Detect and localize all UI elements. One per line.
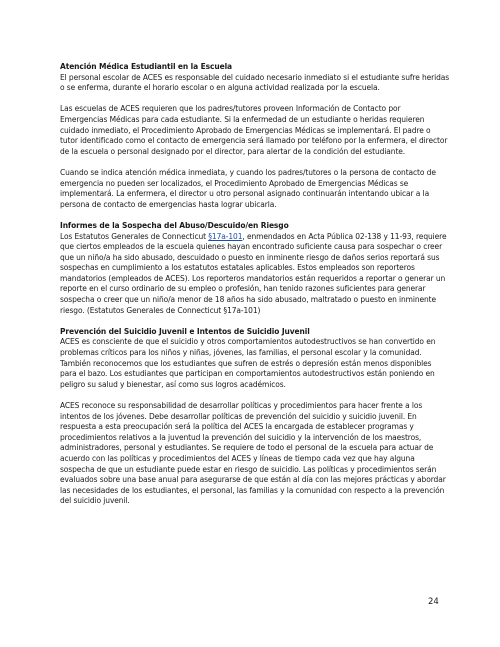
document-body [60,62,450,507]
paragraph-medical-care-3: Cuando se indica atención médica inmediata, y cuando los padres/tutores o la persona de contacto de emergencia no pueden ser localizados, el Procedimiento Aprobado de Emergencias Médicas se implementará. La enfermera, el director u otro personal asignado continuarán intentando ubicar a la persona de contacto de emergencias hasta lograr ubicarla. [60,167,436,209]
abuse-report-text-rest: , enmendados en Acta Pública 02-138 y 11-93, requiere que ciertos empleados de la escuela quienes hayan encontrado suficiente causa para sospechar o creer que un niño/a ha sido abusado, descuidado o puesto en inminente riesgo de daños serios reportará sus sospechas en cumplimiento a los estatutos estatales aplicables. Estos empleados son reporteros mandatorios (empleados de ACES). Los reporteros mandatorios están requeridos a reportar o generar un reporte en el curso ordinario de su empleo o profesión, han tenido razones suficientes para generar sospecha o creer que un niño/a menor de 18 años ha sido abusado, maltratado o puesto en inminente riesgo. (Estatutos Generales de Connecticut §17a-101) [60,231,447,315]
paragraph-medical-care-2: Las escuelas de ACES requieren que los padres/tutores proveen Información de Contacto por Emergencias Médicas para cada estudiante. Si la enfermedad de un estudiante o heridas requieren cuidado inmediato, el Procedimiento Aprobado de Emergencias Médicas se implementará. El padre o tutor identificado como el contacto de emergencia será llamado por teléfono por la enfermera, el director de la escuela o personal designado por el director, para alertar de la condición del estudiante. [60,104,448,156]
section-heading-suicide-prevention: Prevención del Suicidio Juvenil e Intentos de Suicidio Juvenil [60,326,310,336]
statute-link[interactable]: §17a-101 [208,231,243,241]
paragraph-abuse-report [60,232,450,317]
section-heading-abuse-report: Informes de la Sospecha del Abuso/Descuido/en Riesgo [60,220,289,230]
section-heading-medical-care: Atención Médica Estudiantil en la Escuela [60,62,233,71]
abuse-report-text-start: Los Estatutos Generales de Connecticut [60,231,209,241]
paragraph-suicide-prevention-1: ACES es consciente de que el suicidio y otros comportamientos autodestructivos se han convertido en problemas críticos para los niños y niñas, jóvenes, las familias, el personal escolar y la comunidad. También reconocemos que los estudiantes que sufren de estrés o depresión están menos disponibles para el bazo. Los estudiantes que participan en comportamientos autodestructivos están poniendo en peligro su salud y bienestar, así como sus logros académicos. [60,337,436,389]
page-number: 24 [428,597,439,607]
paragraph-suicide-prevention-2: ACES reconoce su responsabilidad de desarrollar políticas y procedimientos para hacer frente a los intentos de los jóvenes. Debe desarrollar políticas de prevención del suicidio y suicidio juvenil. En respuesta a esta preocupación será la política del ACES la encargada de establecer programas y procedimientos relativos a la juventud la prevención del suicidio y la intervención de los maestros, administradores, personal y estudiantes. Se requiere de todo el personal de la escuela para actuar de acuerdo con las políticas y procedimientos del ACES y líneas de tiempo cada vez que hay alguna sospecha de que un estudiante puede estar en riesgo de suicidio. Las políticas y procedimientos serán evaluados sobre una base anual para asegurarse de que están al día con las mejores prácticas y abordar las necesidades de los estudiantes, el personal, las familias y la comunidad con respecto a la prevención del suicidio juvenil. [60,401,446,506]
paragraph-medical-care-1: El personal escolar de ACES es responsable del cuidado necesario inmediato si el estudiante sufre heridas o se enferma, durante el horario escolar o en alguna actividad realizada por la escuela. [60,72,450,93]
